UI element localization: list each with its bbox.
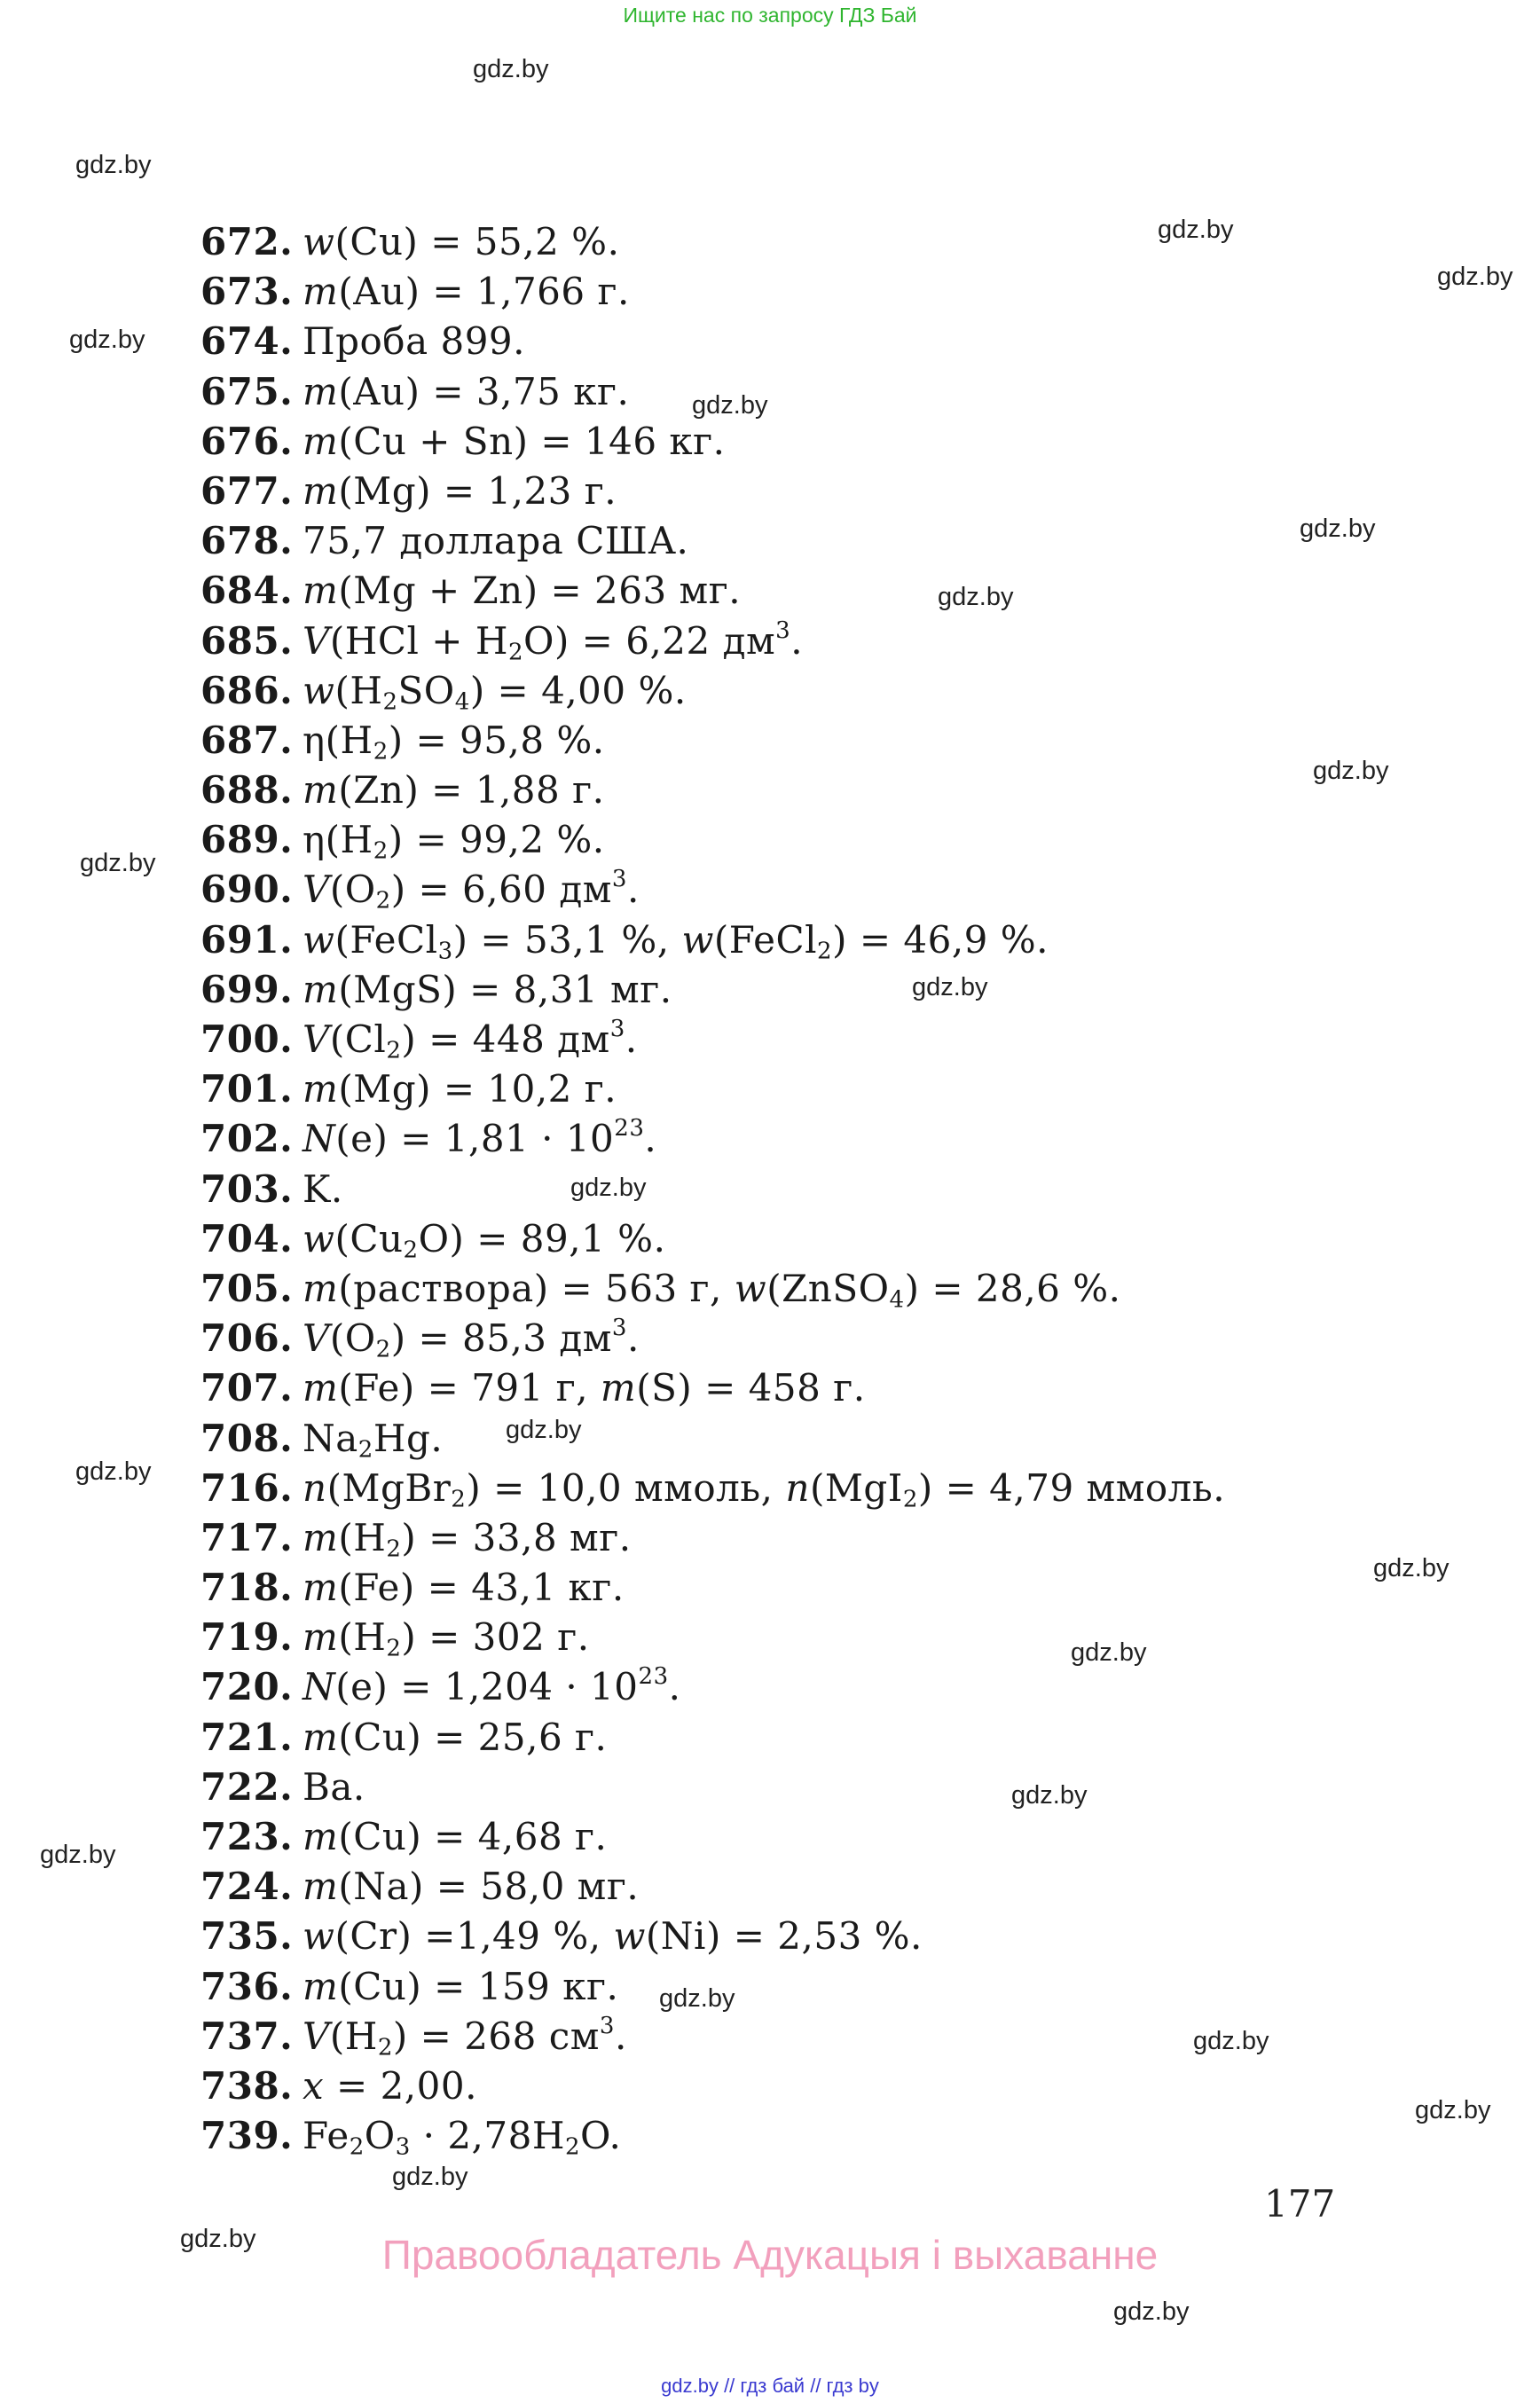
answer-text: $V(HCl + H_2O) = 6,22$ $дм^3$. [302,616,804,665]
answer-text: m(Mg) = 1,23 г. [302,468,617,513]
watermark: gdz.by [1437,263,1513,291]
answer-item [200,1713,1225,1763]
answer-text: m(Cu) = 25,6 г. [302,1715,608,1759]
answer-number: 723. [200,1815,294,1858]
answer-item [200,1314,1225,1363]
answer-number: 721. [200,1715,294,1759]
answer-number: 700. [200,1017,294,1061]
answer-number: 737. [200,2014,294,2058]
answer-item [200,1414,1225,1464]
answer-text: m(Na) = 58,0 мг. [302,1865,640,1909]
watermark: gdz.by [1313,757,1389,785]
answer-number: 674. [200,319,294,364]
answer-item [200,616,1225,666]
answer-text: m(Fe) = 791 г, m(S) = 458 г. [302,1366,866,1410]
answer-number: 676. [200,419,294,463]
answer-item [200,1763,1225,1812]
watermark: gdz.by [75,1457,152,1486]
answer-text: m(Au) = 1,766 г. [302,270,630,314]
answer-text: Проба 899. [302,319,525,364]
answer-text: m(Cu + Sn) = 146 кг. [302,419,726,463]
answer-number: 685. [200,618,294,663]
answer-text: $V(O_2) = 85,3$ $дм^3$. [302,1314,640,1363]
watermark: gdz.by [1415,2096,1491,2124]
answer-item [200,815,1225,865]
answer-text: $Fe_2O_3 \cdot 2,78H_2O$. [302,2114,622,2161]
answer-item [200,317,1225,366]
answer-item [200,516,1225,566]
top-banner[interactable]: Ищите нас по запросу ГДЗ Бай [623,4,917,27]
answer-text: $N(e) = 1,81 \cdot 10^{23}$. [302,1115,657,1161]
watermark: gdz.by [912,973,988,1001]
answer-text: m(Zn) = 1,88 г. [302,768,605,813]
answer-text: $\eta(H_2) = 99,2$ %. [302,818,605,865]
answer-item [200,1114,1225,1164]
answer-number: 691. [200,917,294,962]
watermark: gdz.by [1373,1554,1450,1582]
answer-text: w(FeCl$_3$) = 53,1 %, w(FeCl$_2$) = 46,9 %. [302,917,1049,965]
answer-text: m(Cu) = 4,68 г. [302,1815,608,1858]
answer-number: 716. [200,1465,294,1510]
answer-number: 672. [200,220,294,263]
answer-item [200,1912,1225,1961]
answer-number: 690. [200,868,294,912]
answer-text: m(Au) = 3,75 кг. [302,369,630,413]
answer-number: 677. [200,468,294,513]
answer-item [200,1862,1225,1912]
answer-text: w(Cr) =1,49 %, w(Ni) = 2,53 %. [302,1914,923,1959]
watermark: gdz.by [1158,216,1234,244]
answer-number: 701. [200,1067,294,1111]
answer-item [200,965,1225,1015]
answer-item [200,1064,1225,1114]
watermark: gdz.by [1300,514,1376,543]
watermark: gdz.by [692,391,768,420]
answer-item [200,267,1225,317]
bottom-links[interactable]: gdz.by // гдз бай // гдз by [661,2375,879,2397]
watermark: gdz.by [1113,2297,1190,2326]
answer-item [200,367,1225,417]
answer-number: 675. [200,369,294,413]
answer-text: n(MgBr$_2$) = 10,0 ммоль, n(MgI$_2$) = 4,79 ммоль. [302,1465,1226,1513]
answer-text: $V(Cl_2) = 448$ $дм^3$. [302,1015,638,1064]
watermark: gdz.by [1193,2027,1269,2055]
answer-item [200,1613,1225,1662]
answer-text: $V(H_2) = 268$ $см^3$. [302,2012,627,2061]
watermark: gdz.by [938,583,1014,611]
answer-number: 704. [200,1216,294,1260]
answer-item [200,1962,1225,2012]
answer-item [200,217,1225,267]
answer-text: $\eta(H_2) = 95,8$ %. [302,718,605,766]
answer-number: 699. [200,967,294,1011]
answer-number: 708. [200,1416,294,1460]
answer-item [200,1264,1225,1314]
answer-item [200,716,1225,766]
answer-number: 736. [200,1964,294,2008]
answer-text: $V(O_2) = 6,60$ $дм^3$. [302,866,640,915]
answer-number: 739. [200,2114,294,2158]
answer-number: 724. [200,1865,294,1909]
answer-text: w(Cu) = 55,2 %. [302,220,620,263]
answer-item [200,2111,1225,2161]
answer-item [200,467,1225,516]
answer-number: 688. [200,768,294,813]
answer-item [200,1363,1225,1413]
watermark: gdz.by [473,55,549,83]
answer-number: 738. [200,2063,294,2108]
answer-list [200,217,1225,2161]
answer-number: 689. [200,818,294,862]
answer-item [200,1214,1225,1264]
watermark: gdz.by [80,849,156,877]
answer-number: 735. [200,1914,294,1959]
answer-text: Ba. [302,1764,365,1809]
answer-text: m(MgS) = 8,31 мг. [302,967,672,1011]
answer-number: 678. [200,519,294,563]
answer-item [200,1662,1225,1712]
answer-item [200,766,1225,815]
answer-number: 706. [200,1316,294,1361]
watermark: gdz.by [570,1174,647,1202]
copyright-notice: Правообладатель Адукацыя і выхаванне [381,2232,1159,2278]
answer-number: 722. [200,1764,294,1809]
answer-item [200,1464,1225,1513]
answer-number: 705. [200,1266,294,1310]
answer-number: 702. [200,1117,294,1161]
answer-text: m(Mg + Zn) = 263 мг. [302,569,742,613]
answer-item [200,1513,1225,1563]
answer-item [200,1015,1225,1064]
answer-number: 707. [200,1366,294,1410]
watermark: gdz.by [180,2225,256,2253]
watermark: gdz.by [75,151,152,179]
answer-text: K. [302,1166,343,1211]
answer-text: m(Mg) = 10,2 г. [302,1067,617,1111]
answer-text: $N(e) = 1,204 \cdot 10^{23}$. [302,1663,681,1709]
answer-text: $Na_2Hg$. [302,1416,444,1463]
watermark: gdz.by [1011,1781,1088,1810]
answer-item [200,865,1225,915]
answer-number: 718. [200,1566,294,1610]
answer-text: x = 2,00. [302,2063,477,2108]
answer-text: m(Cu) = 159 кг. [302,1964,619,2008]
answer-item [200,566,1225,616]
answer-number: 720. [200,1665,294,1709]
watermark: gdz.by [1071,1638,1147,1667]
answer-text: m(Fe) = 43,1 кг. [302,1566,625,1610]
answer-item [200,1812,1225,1862]
answer-text: $m(H_2) = 302$ г. [302,1615,590,1662]
answer-number: 684. [200,569,294,613]
answer-number: 703. [200,1166,294,1211]
answer-item [200,1563,1225,1613]
answer-text: $w(Cu_2O) = 89,1$ %. [302,1216,666,1264]
answer-number: 686. [200,668,294,712]
watermark: gdz.by [392,2163,468,2191]
answer-item [200,2061,1225,2111]
answer-number: 717. [200,1515,294,1559]
watermark: gdz.by [659,1984,735,2013]
answer-item [200,2012,1225,2061]
answer-text: m(раствора) = 563 г, w(ZnSO$_4$) = 28,6 %. [302,1266,1121,1314]
answer-number: 673. [200,270,294,314]
answer-number: 687. [200,718,294,762]
answer-text: 75,7 доллара США. [302,519,689,563]
watermark: gdz.by [506,1416,582,1444]
answer-item [200,915,1225,965]
answer-text: $w(H_2SO_4) = 4,00$ %. [302,668,687,716]
watermark: gdz.by [69,326,145,354]
answer-item [200,666,1225,716]
answer-item [200,1165,1225,1214]
watermark: gdz.by [40,1841,116,1869]
answer-number: 719. [200,1615,294,1660]
answer-text: $m(H_2) = 33,8$ мг. [302,1515,632,1563]
page-number: 177 [1264,2182,1336,2226]
answer-item [200,417,1225,467]
